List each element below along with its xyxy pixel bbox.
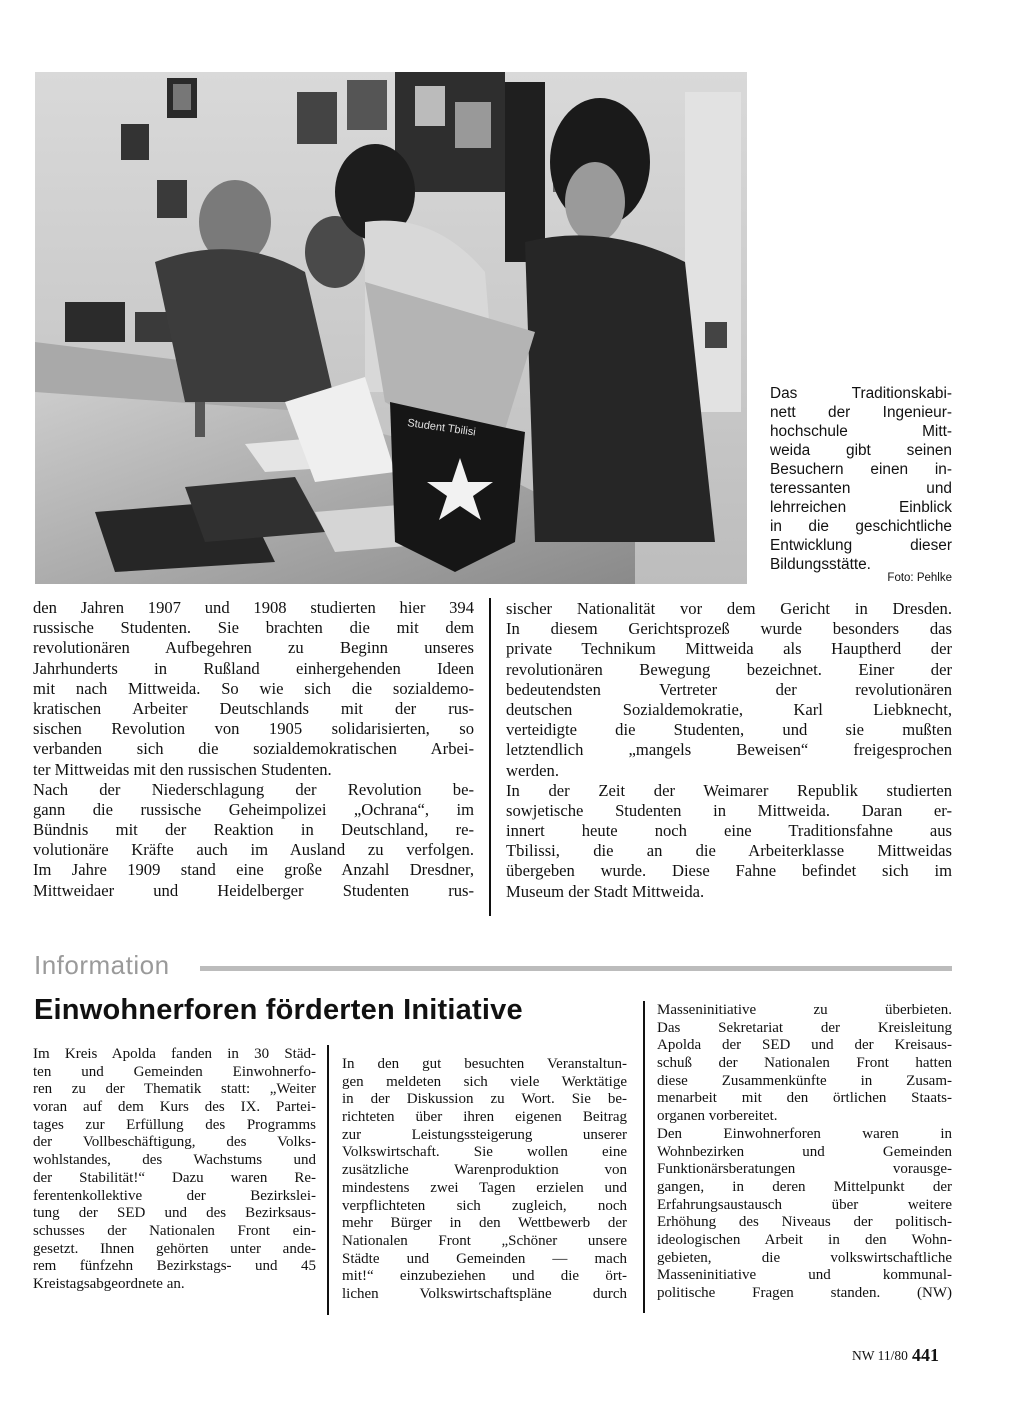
caption-line: hochschule Mitt- [770,423,952,440]
text-line: deutschen Sozialdemokratie, Karl Liebknecht, [506,699,952,719]
column-divider [643,1001,645,1313]
text-line: organen vorbereitet. [657,1108,778,1125]
caption-line: Das Traditionskabi- [770,385,952,402]
text-line: Apolda der SED und der Kreisaus- [657,1037,952,1054]
text-line: ten und Gemeinden Einwohnerfo- [33,1063,316,1080]
text-line: gen meldeten sich viele Werktätige [342,1073,627,1090]
text-line: mehr Bürger in den Wettbewerb der [342,1215,627,1232]
upper-left-column [33,598,474,901]
text-line: schusses der Nationalen Front ein- [33,1222,316,1239]
text-line: Nationalen Front „Schöner unsere [342,1232,627,1249]
text-line: kratischen Arbeiter Deutschlands mit der rus- [33,698,474,718]
text-line: In diesem Gerichtsprozeß wurde besonders das [506,619,952,639]
text-line: diese Zusammenkünfte in Zusam- [657,1072,952,1089]
text-line: Erhöhung des Niveaus der politisch- [657,1214,952,1231]
text-line: Bündnis mit der Reaktion in Deutschland, re- [33,820,474,840]
text-line: der Vollbeschäftigung, des Volks- [33,1134,316,1151]
text-line: Nach der Niederschlagung der Revolution be- [33,779,474,799]
text-line: bedeutendsten Vertreter der revolutionären [506,679,952,699]
text-line: gesetzt. Ihnen gehörten unter ande- [33,1240,316,1257]
text-line: tung der SED und des Bezirksaus- [33,1205,316,1222]
text-line: gangen, in deren Mittelpunkt der [657,1178,952,1195]
caption-line: lehrreichen Einblick [770,499,952,516]
text-line: sischen Revolution von 1905 solidarisierten, so [33,719,474,739]
text-line: Masseninitiative zu überbieten. [657,1002,952,1018]
text-line: verbanden sich die sozialdemokratischen Arbei- [33,739,474,759]
text-line: der Stabilität!“ Dazu waren Re- [33,1169,316,1186]
text-line: gann die russische Geheimpolizei „Ochrana“, im [33,799,474,819]
caption-line: Entwicklung dieser [770,537,952,554]
pennant-text: Student Tbilisi [406,417,477,439]
photo-credit: Foto: Pehlke [887,572,952,584]
text-line: übergeben wurde. Diese Fahne befindet sich im [506,861,952,881]
text-line: Im Kreis Apolda fanden in 30 Städ- [33,1046,316,1062]
caption-line: Besuchern einen in- [770,461,952,478]
lower-right-column [657,1002,952,1303]
text-line: Das Sekretariat der Kreisleitung [657,1019,952,1036]
section-rule [200,966,952,971]
text-line: Jahrhunderts in Rußland einhergehenden Ideen [33,658,474,678]
text-line: revolutionären Bewegung bezeichnet. Einer der [506,659,952,679]
text-line: mindestens zwei Tagen erzielen und [342,1179,627,1196]
issue-number: NW 11/80 [852,1348,908,1363]
text-line: politische Fragen standen. (NW) [657,1285,952,1301]
text-line: ferentenkollektive der Bezirkslei- [33,1187,316,1204]
text-line: volutionäre Kräfte auch im Ausland zu verfolgen. [33,840,474,860]
text-line: ren zu der Thematik statt: „Weiter [33,1081,316,1098]
text-line: Volkswirtschaft. Sie wollen eine [342,1144,627,1161]
text-line: Städte und Gemeinden — mach [342,1250,627,1267]
upper-right-column [506,599,952,902]
text-line: lichen Volkswirtschaftspläne durch [342,1285,627,1302]
text-line: richteten über ihren eigenen Beitrag [342,1109,627,1126]
lower-middle-column [342,1056,627,1304]
text-line: ideologischen Arbeit in den Wohn- [657,1231,952,1248]
text-line: letztendlich „mangels Beweisen“ freigesprochen [506,740,952,760]
text-line: Museum der Stadt Mittweida. [506,881,705,901]
text-line: Im Jahre 1909 stand eine große Anzahl Dresdner, [33,860,474,880]
caption-line: teressanten und [770,480,952,497]
text-line: In der Zeit der Weimarer Republik studierten [506,780,952,800]
text-line: Mittweidaer und Heidelberger Studenten rus- [33,880,474,900]
text-line: zur Leistungssteigerung unserer [342,1126,627,1143]
text-line: ter Mittweidas mit den russischen Studenten. [33,759,332,779]
caption-line: in die geschichtliche [770,518,952,535]
article-headline: Einwohnerforen förderten Initiative [34,994,523,1026]
text-line: mit nach Mittweida. So wie sich die sozialdemo- [33,678,474,698]
lower-left-column [33,1046,316,1294]
column-divider [327,1045,329,1315]
text-line: sowjetische Studenten in Mittweida. Daran er- [506,800,952,820]
text-line: In den gut besuchten Veranstaltun- [342,1056,627,1072]
text-line: voran auf dem Kurs des IX. Partei- [33,1099,316,1116]
text-line: gebieten, die volkswirtschaftliche [657,1249,952,1266]
text-line: Funktionärsberatungen vorausge- [657,1161,952,1178]
text-line: Kreistagsabgeordnete an. [33,1275,185,1292]
page-number: 441 [912,1345,939,1365]
text-line: wohlstandes, des Wachstums und [33,1152,316,1169]
text-line: den Jahren 1907 und 1908 studierten hier 394 [33,598,474,617]
text-line: werden. [506,760,559,780]
text-line: verpflichteten sich zugleich, noch [342,1197,627,1214]
caption-line: nett der Ingenieur- [770,404,952,421]
caption-line: weida gibt seinen [770,442,952,459]
text-line: Erfahrungsaustausch über weitere [657,1196,952,1213]
text-line: private Technikum Mittweida als Hauptherd der [506,639,952,659]
text-line: Wohnbezirken und Gemeinden [657,1143,952,1160]
text-line: Masseninitiative und kommunal- [657,1267,952,1284]
text-line: schuß der Nationalen Front hatten [657,1055,952,1072]
column-divider [489,598,491,916]
photo-icon [35,72,747,584]
text-line: zusätzliche Warenproduktion von [342,1162,627,1179]
text-line: Tbilissi, die an die Arbeiterklasse Mittweidas [506,841,952,861]
article-photo [35,72,747,584]
text-line: sischer Nationalität vor dem Gericht in Dresden. [506,599,952,618]
text-line: verteidigte die Studenten, und sie mußten [506,720,952,740]
caption-line: Bildungsstätte. [770,556,871,573]
text-line: mit!“ einzubeziehen und die ört- [342,1268,627,1285]
text-line: innert heute noch eine Traditionsfahne aus [506,821,952,841]
text-line: menarbeit mit den örtlichen Staats- [657,1090,952,1107]
section-label: Information [34,950,170,980]
text-line: rem fünfzehn Bezirkstags- und 45 [33,1258,316,1275]
text-line: in der Diskussion zu Wort. Sie be- [342,1091,627,1108]
text-line: Den Einwohnerforen waren in [657,1125,952,1142]
text-line: russische Studenten. Sie brachten die mit dem [33,618,474,638]
photo-caption [770,384,952,574]
text-line: tages zur Erfüllung des Programms [33,1116,316,1133]
text-line: revolutionären Aufbegehren zu Beginn unseres [33,638,474,658]
